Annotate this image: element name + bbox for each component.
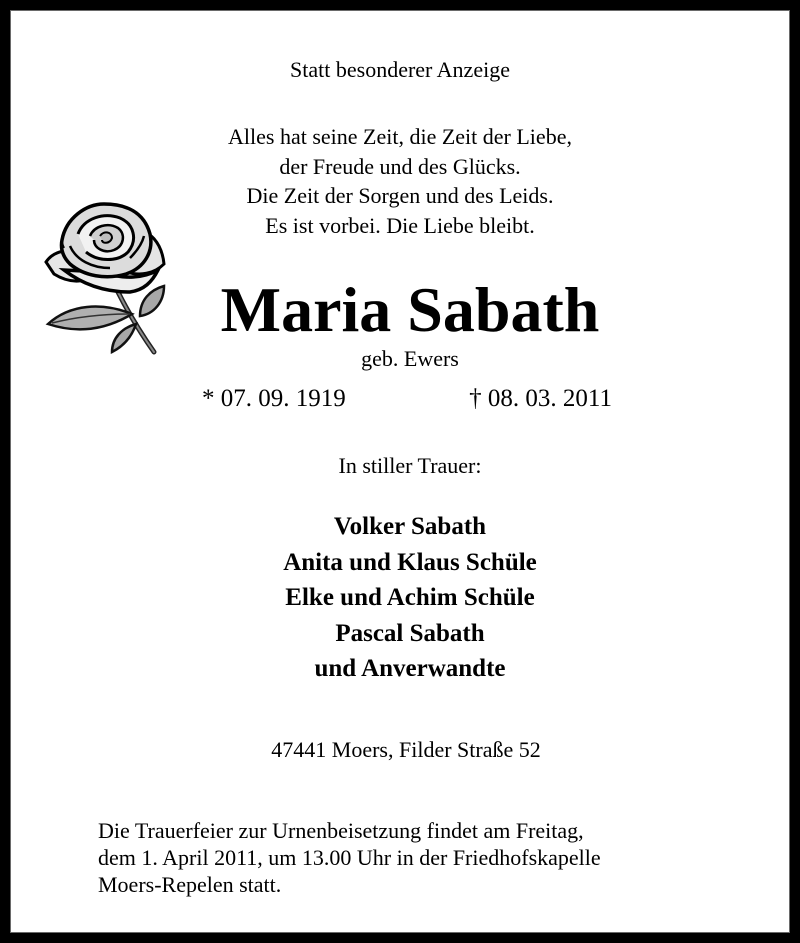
mourner: Volker Sabath xyxy=(333,513,487,540)
mourners-list xyxy=(0,509,800,687)
mourner: Anita und Klaus Schüle xyxy=(283,548,537,576)
ceremony-line: Die Trauerfeier zur Urnenbeisetzung findet am Freitag, xyxy=(98,818,584,843)
mourner: Pascal Sabath xyxy=(335,619,485,647)
ceremony-line: dem 1. April 2011, um 13.00 Uhr in der Friedhofskapelle xyxy=(98,845,601,870)
poem-line: Die Zeit der Sorgen und des Leids. xyxy=(246,183,554,208)
birth-date: * 07. 09. 1919 xyxy=(202,385,346,412)
header-note: Statt besonderer Anzeige xyxy=(290,57,510,82)
poem-line: Es ist vorbei. Die Liebe bleibt. xyxy=(265,212,535,238)
address: 47441 Moers, Filder Straße 52 xyxy=(271,737,541,762)
deceased-name: Maria Sabath xyxy=(220,274,600,345)
poem-line: der Freude und des Glücks. xyxy=(279,153,521,179)
death-date: † 08. 03. 2011 xyxy=(469,385,612,412)
mourning-label: In stiller Trauer: xyxy=(338,453,482,478)
mourner: und Anverwandte xyxy=(314,655,506,682)
mourner: Elke und Achim Schüle xyxy=(285,584,535,611)
poem-line: Alles hat seine Zeit, die Zeit der Liebe, xyxy=(228,124,572,149)
ceremony-line: Moers-Repelen statt. xyxy=(98,872,282,897)
ceremony-info xyxy=(98,817,718,898)
maiden-name: geb. Ewers xyxy=(361,346,459,371)
